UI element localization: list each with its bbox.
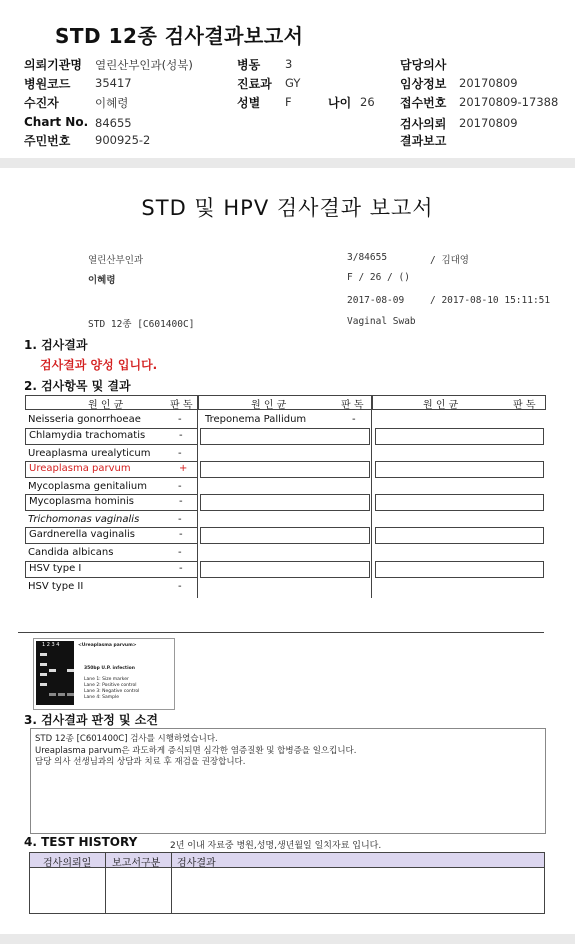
empty-cell bbox=[200, 494, 370, 511]
report-doctor: / 김대영 bbox=[430, 255, 469, 266]
gel-legend-item: Lane 3: Negative control bbox=[84, 689, 140, 694]
pathogen-result: - bbox=[178, 514, 182, 525]
header-title: STD 12종 검사결과보고서 bbox=[55, 24, 304, 48]
pathogen-name: Treponema Pallidum bbox=[205, 414, 307, 425]
pathogen-result: + bbox=[179, 463, 188, 474]
gel-band bbox=[40, 663, 47, 666]
value-ward: 3 bbox=[285, 57, 293, 71]
label-receipt-no: 접수번호 bbox=[400, 96, 447, 110]
pathogen-name: Mycoplasma hominis bbox=[29, 496, 134, 507]
empty-cell bbox=[375, 428, 544, 445]
report-date-result: / 2017-08-10 15:11:51 bbox=[430, 295, 551, 306]
pathogen-row bbox=[28, 581, 83, 592]
report-specimen: Vaginal Swab bbox=[347, 316, 416, 327]
pathogen-result: - bbox=[178, 547, 182, 558]
section1-result: 검사결과 양성 입니다. bbox=[40, 358, 158, 372]
pathogen-result: - bbox=[179, 529, 183, 540]
section2-heading: 2. 검사항목 및 결과 bbox=[24, 379, 131, 393]
pathogen-row bbox=[28, 514, 139, 525]
pathogen-result: - bbox=[179, 430, 183, 441]
label-department: 진료과 bbox=[237, 77, 272, 91]
pathogen-result: - bbox=[178, 581, 182, 592]
pathogen-row bbox=[25, 428, 198, 445]
gel-lanes bbox=[36, 641, 74, 705]
opinion-line: STD 12종 [C601400C] 검사를 시행하였습니다. bbox=[35, 734, 218, 744]
gel-band bbox=[40, 653, 47, 656]
label-patient: 수진자 bbox=[24, 96, 59, 110]
gel-band bbox=[40, 683, 47, 686]
header-judge: 판 독 bbox=[341, 400, 364, 411]
label-ward: 병동 bbox=[237, 58, 261, 72]
label-resident-no: 주민번호 bbox=[24, 134, 71, 148]
empty-cell bbox=[200, 527, 370, 544]
test-history-table bbox=[29, 852, 545, 914]
pathogen-name: Mycoplasma genitalium bbox=[28, 481, 147, 492]
empty-cell bbox=[375, 561, 544, 578]
test-history-header bbox=[30, 853, 544, 868]
value-patient: 이혜령 bbox=[95, 96, 129, 110]
value-department: GY bbox=[285, 76, 301, 90]
header-judge: 판 독 bbox=[513, 400, 536, 411]
value-institution: 열린산부인과(성북) bbox=[95, 58, 193, 72]
pathogen-result: - bbox=[178, 414, 182, 425]
empty-cell bbox=[200, 461, 370, 478]
pathogen-row bbox=[28, 547, 113, 558]
value-age: 26 bbox=[360, 95, 375, 109]
opinion-line: Ureaplasma parvum은 과도하게 증식되면 심각한 염증질환 및 합병증을 일으킵니다. bbox=[35, 746, 357, 756]
column-divider bbox=[105, 853, 106, 913]
gel-band bbox=[40, 673, 47, 676]
value-resident-no: 900925-2 bbox=[95, 133, 151, 147]
pathogen-result: - bbox=[178, 448, 182, 459]
header-pathogen: 원 인 균 bbox=[88, 400, 124, 411]
label-age: 나이 bbox=[328, 96, 352, 110]
report-title: STD 및 HPV 검사결과 보고서 bbox=[141, 196, 434, 220]
report-sex-age: F / 26 / () bbox=[347, 272, 410, 283]
header-judge: 판 독 bbox=[170, 400, 193, 411]
pathogen-name: Gardnerella vaginalis bbox=[29, 529, 135, 540]
opinion-line: 담당 의사 선생님과의 상담과 치료 후 재검을 권장합니다. bbox=[35, 757, 246, 767]
gel-band bbox=[67, 693, 74, 696]
pathogen-name: Chlamydia trachomatis bbox=[29, 430, 146, 441]
pathogen-row bbox=[25, 527, 198, 544]
separator bbox=[0, 158, 575, 168]
pathogen-name: Candida albicans bbox=[28, 547, 114, 558]
value-test-request: 20170809 bbox=[459, 116, 518, 130]
empty-cell bbox=[375, 527, 544, 544]
pathogen-row bbox=[25, 494, 198, 511]
divider-line bbox=[18, 632, 544, 633]
section3-heading: 3. 검사결과 판정 및 소견 bbox=[24, 713, 158, 727]
label-hospital-code: 병원코드 bbox=[24, 77, 71, 91]
pathogen-name: Neisseria gonorrhoeae bbox=[28, 414, 141, 425]
section4-heading: 4. TEST HISTORY bbox=[24, 835, 138, 849]
empty-cell bbox=[375, 494, 544, 511]
label-test-request: 검사의뢰 bbox=[400, 117, 447, 131]
label-result-report: 결과보고 bbox=[400, 134, 447, 148]
report-clinic: 열린산부인과 bbox=[88, 255, 144, 266]
pathogen-name: Ureaplasma urealyticum bbox=[28, 448, 151, 459]
gel-title: <Ureaplasma parvum> bbox=[78, 643, 137, 648]
pathogen-row-positive bbox=[25, 461, 198, 478]
pathogen-row bbox=[28, 448, 151, 459]
pathogen-name: HSV type I bbox=[29, 563, 82, 574]
pathogen-result: - bbox=[352, 414, 356, 425]
history-col-report-type: 보고서구분 bbox=[112, 858, 161, 869]
label-doctor: 담당의사 bbox=[400, 58, 447, 72]
pathogen-name: Trichomonas vaginalis bbox=[28, 514, 140, 525]
column-divider bbox=[371, 410, 372, 598]
value-hospital-code: 35417 bbox=[95, 76, 132, 90]
report-patient: 이혜령 bbox=[88, 275, 116, 286]
table-header-col1 bbox=[25, 395, 198, 410]
label-institution: 의뢰기관명 bbox=[24, 58, 82, 72]
gel-electrophoresis-image bbox=[33, 638, 175, 710]
gel-band-label: 350bp U.P. infection bbox=[84, 666, 135, 671]
gel-band bbox=[49, 669, 56, 672]
gel-lane-numbers: 1 2 3 4 bbox=[42, 642, 60, 648]
label-sex: 성별 bbox=[237, 96, 261, 110]
gel-legend-item: Lane 1: Size marker bbox=[84, 677, 129, 682]
gel-band bbox=[67, 669, 74, 672]
report-header bbox=[0, 0, 575, 158]
pathogen-result: - bbox=[178, 481, 182, 492]
empty-cell bbox=[375, 461, 544, 478]
gel-band bbox=[58, 693, 65, 696]
report-test-code: STD 12종 [C601400C] bbox=[88, 319, 195, 330]
value-clinical-info: 20170809 bbox=[459, 76, 518, 90]
table-header-col3 bbox=[372, 395, 546, 410]
pathogen-name: Ureaplasma parvum bbox=[29, 463, 131, 474]
column-divider bbox=[171, 853, 172, 913]
section4-note: 2년 이내 자료중 병원,성명,생년월일 일치자료 입니다. bbox=[170, 841, 382, 851]
report-document bbox=[0, 168, 575, 934]
opinion-box bbox=[30, 728, 546, 834]
gel-legend-item: Lane 4: Sample bbox=[84, 695, 119, 700]
report-id-line: 3/84655 bbox=[347, 252, 388, 263]
pathogen-result: - bbox=[179, 563, 183, 574]
header-pathogen: 원 인 균 bbox=[423, 400, 459, 411]
gel-legend-item: Lane 2: Positive control bbox=[84, 683, 137, 688]
value-chart-no: 84655 bbox=[95, 116, 132, 130]
pathogen-result: - bbox=[179, 496, 183, 507]
label-clinical-info: 임상정보 bbox=[400, 77, 447, 91]
value-receipt-no: 20170809-17388 bbox=[459, 95, 559, 109]
pathogen-row bbox=[25, 561, 198, 578]
empty-cell bbox=[200, 561, 370, 578]
pathogen-row bbox=[28, 414, 141, 425]
pathogen-row bbox=[205, 414, 306, 425]
pathogen-row bbox=[28, 481, 147, 492]
history-col-result: 검사결과 bbox=[177, 858, 216, 869]
gel-band bbox=[49, 693, 56, 696]
report-date-request: 2017-08-09 bbox=[347, 295, 405, 306]
history-col-request-date: 검사의뢰일 bbox=[43, 858, 92, 869]
pathogen-name: HSV type II bbox=[28, 581, 84, 592]
value-sex: F bbox=[285, 95, 292, 109]
empty-cell bbox=[200, 428, 370, 445]
header-pathogen: 원 인 균 bbox=[251, 400, 287, 411]
table-header-col2 bbox=[198, 395, 372, 410]
label-chart-no: Chart No. bbox=[24, 115, 89, 129]
section1-heading: 1. 검사결과 bbox=[24, 338, 88, 352]
